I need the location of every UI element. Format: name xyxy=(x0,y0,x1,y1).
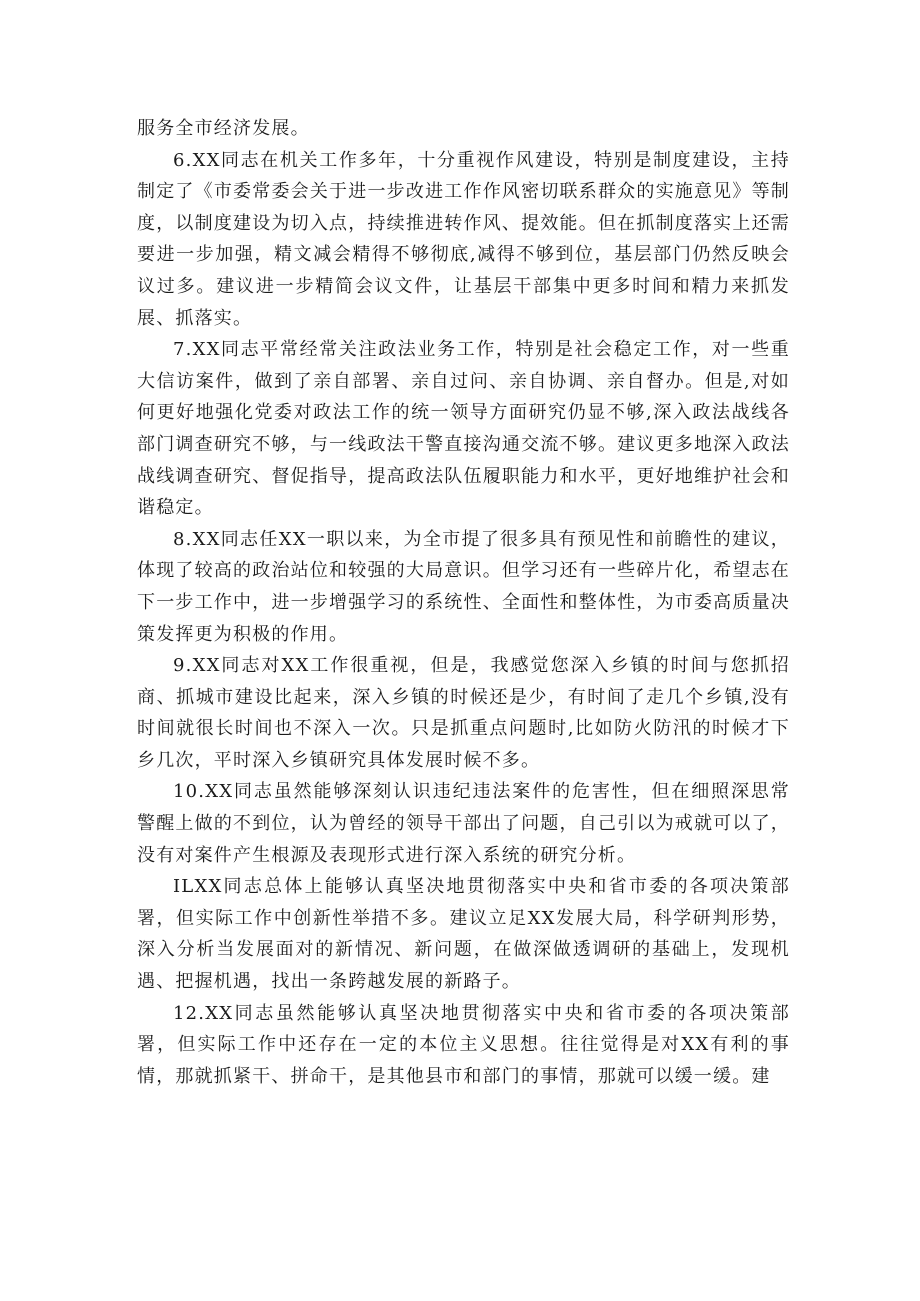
paragraph-2: 7.XX同志平常经常关注政法业务工作，特别是社会稳定工作，对一些重大信访案件，做到了亲自部署、亲自过问、亲自协调、亲自督办。但是,对如何更好地强化党委对政法工作的统一领导方面研究仍显不够,深入政法战线各部门调查研究不够，与一线政法干警直接沟通交流不够。建议更多地深入政法战线调查研究、督促指导，提高政法队伍履职能力和水平，更好地维护社会和谐稳定。 xyxy=(137,339,790,519)
paragraph-3: 8.XX同志任XX一职以来，为全市提了很多具有预见性和前瞻性的建议，体现了较高的政治站位和较强的大局意识。但学习还有一些碎片化，希望志在下一步工作中，进一步增强学习的系统性、全面性和整体性，为市委高质量决策发挥更为积极的作用。 xyxy=(137,528,790,645)
paragraph-7: 12.XX同志虽然能够认真坚决地贯彻落实中央和省市委的各项决策部署，但实际工作中还存在一定的本位主义思想。往往觉得是对XX有利的事情，那就抓紧干、拼命干，是其他县市和部门的事情，那就可以缓一缓。建 xyxy=(137,1002,790,1087)
paragraph-6: ILXX同志总体上能够认真坚决地贯彻落实中央和省市委的各项决策部署，但实际工作中创新性举措不多。建议立足XX发展大局，科学研判形势，深入分析当发展面对的新情况、新问题，在做深做透调研的基础上，发现机遇、把握机遇，找出一条跨越发展的新路子。 xyxy=(137,876,790,993)
document-body xyxy=(137,113,790,1092)
paragraph-1: 6.XX同志在机关工作多年，十分重视作风建设，特别是制度建设，主持制定了《市委常委会关于进一步改进工作作风密切联系群众的实施意见》等制度，以制度建设为切入点，持续推进转作风、提效能。但在抓制度落实上还需要进一步加强，精文减会精得不够彻底,减得不够到位，基层部门仍然反映会议过多。建议进一步精简会议文件，让基层干部集中更多时间和精力来抓发展、抓落实。 xyxy=(137,149,790,329)
paragraph-0: 服务全市经济发展。 xyxy=(137,118,310,139)
paragraph-5: 10.XX同志虽然能够深刻认识违纪违法案件的危害性，但在细照深思常警醒上做的不到位，认为曾经的领导干部出了问题，自己引以为戒就可以了，没有对案件产生根源及表现形式进行深入系统的研究分析。 xyxy=(137,781,790,866)
paragraph-4: 9.XX同志对XX工作很重视，但是，我感觉您深入乡镇的时间与您抓招商、抓城市建设比起来，深入乡镇的时候还是少，有时间了走几个乡镇,没有时间就很长时间也不深入一次。只是抓重点问题时,比如防火防汛的时候才下乡几次，平时深入乡镇研究具体发展时候不多。 xyxy=(137,655,790,771)
